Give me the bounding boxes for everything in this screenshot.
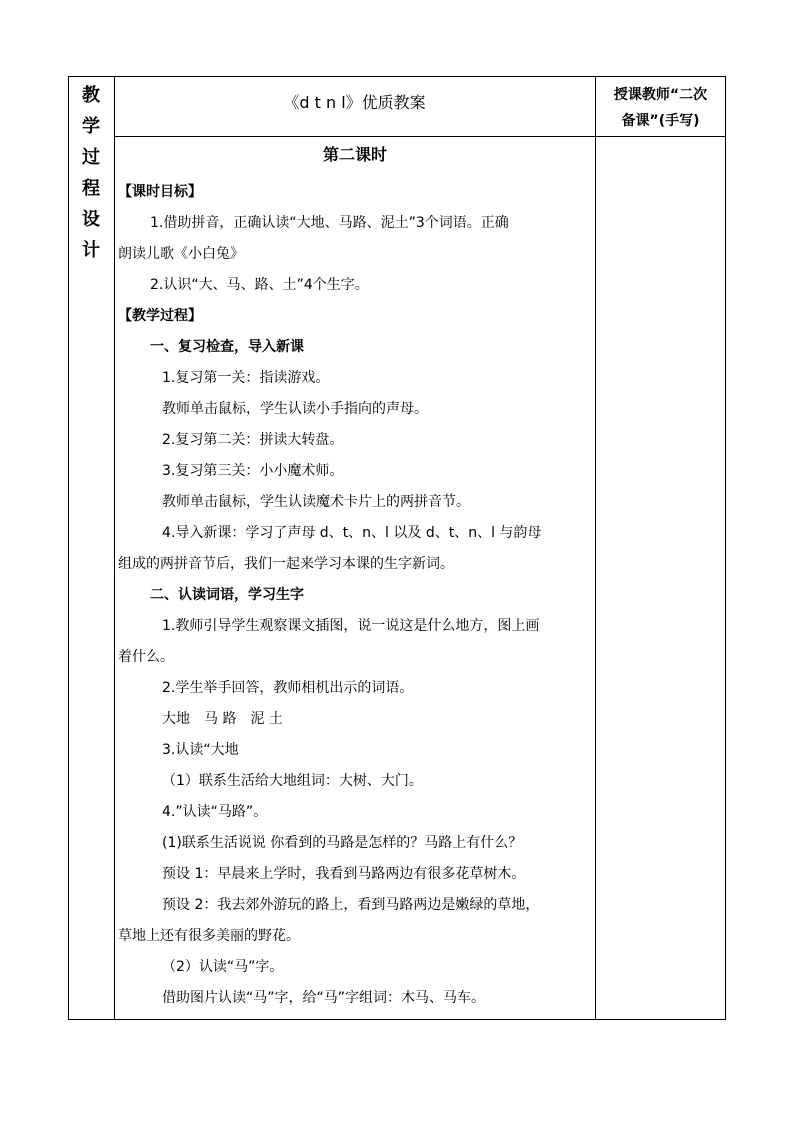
step-item: 借助图片认读“马”字，给“马”字组词：木马、马车。 xyxy=(162,990,486,1006)
goal-item: 2.认识“大、马、路、土”4个生字。 xyxy=(150,277,369,293)
sidebar-label xyxy=(68,76,114,260)
step-item: 教师单击鼠标，学生认读魔术卡片上的两拼音节。 xyxy=(162,494,470,510)
lesson-title: 第二课时 xyxy=(322,145,387,164)
teacher-notes-line: 备课”(手写) xyxy=(621,113,700,129)
sidebar-char: 过 xyxy=(82,147,100,168)
step-item: 2.学生举手回答，教师相机出示的词语。 xyxy=(162,680,414,696)
step-item: (1)联系生活说说 你看到的马路是怎样的？马路上有什么？ xyxy=(162,835,523,851)
goal-heading: 【课时目标】 xyxy=(118,184,202,200)
goal-item-cont: 朗读儿歌《小白兔》 xyxy=(118,246,244,262)
step-item-cont: 组成的两拼音节后，我们一起来学习本课的生字新词。 xyxy=(118,556,454,572)
step-item: 4.”认读“马路”。 xyxy=(162,804,268,820)
step-item: 教师单击鼠标，学生认读小手指向的声母。 xyxy=(162,401,428,417)
step-item: 3.认读“大地 xyxy=(162,742,239,758)
goal-item: 1.借助拼音，正确认读“大地、马路、泥土”3个词语。正确 xyxy=(150,215,509,231)
step-item: （2）认读“马”字。 xyxy=(162,959,284,975)
column-divider xyxy=(114,76,115,1020)
column-divider xyxy=(595,76,596,1020)
word-list: 大地 马 路 泥 土 xyxy=(162,711,283,727)
step-item: （1）联系生活给大地组词：大树、大门。 xyxy=(162,773,423,789)
sidebar-char: 教 xyxy=(82,85,100,106)
document-title: 《d t n l》优质教案 xyxy=(283,93,426,112)
sidebar-char: 学 xyxy=(82,116,100,137)
step-item: 2.复习第二关：拼读大转盘。 xyxy=(162,432,344,448)
sidebar-char: 计 xyxy=(82,240,100,261)
sidebar-char: 程 xyxy=(82,178,100,199)
lesson-plan-page xyxy=(68,76,726,1020)
step-item: 3.复习第三关：小小魔术师。 xyxy=(162,463,344,479)
teacher-notes-line: 授课教师“二次 xyxy=(613,87,708,103)
section-heading: 一、复习检查，导入新课 xyxy=(150,339,304,355)
step-item: 1.复习第一关：指读游戏。 xyxy=(162,370,330,386)
teacher-notes-header xyxy=(595,82,726,134)
step-item-cont: 草地上还有很多美丽的野花。 xyxy=(118,928,300,944)
sidebar-char: 设 xyxy=(82,209,100,230)
step-item-cont: 着什么。 xyxy=(118,649,174,665)
lesson-content xyxy=(118,136,592,1014)
step-item: 预设 1：早晨来上学时，我看到马路两边有很多花草树木。 xyxy=(162,866,526,882)
section-heading: 二、认读词语，学习生字 xyxy=(150,587,304,603)
process-heading: 【教学过程】 xyxy=(118,308,202,324)
step-item: 1.教师引导学生观察课文插图，说一说这是什么地方，图上画 xyxy=(162,618,540,634)
step-item: 预设 2：我去郊外游玩的路上，看到马路两边是嫩绿的草地， xyxy=(162,897,540,913)
step-item: 4.导入新课：学习了声母 d、t、n、l 以及 d、t、n、l 与韵母 xyxy=(162,525,542,541)
